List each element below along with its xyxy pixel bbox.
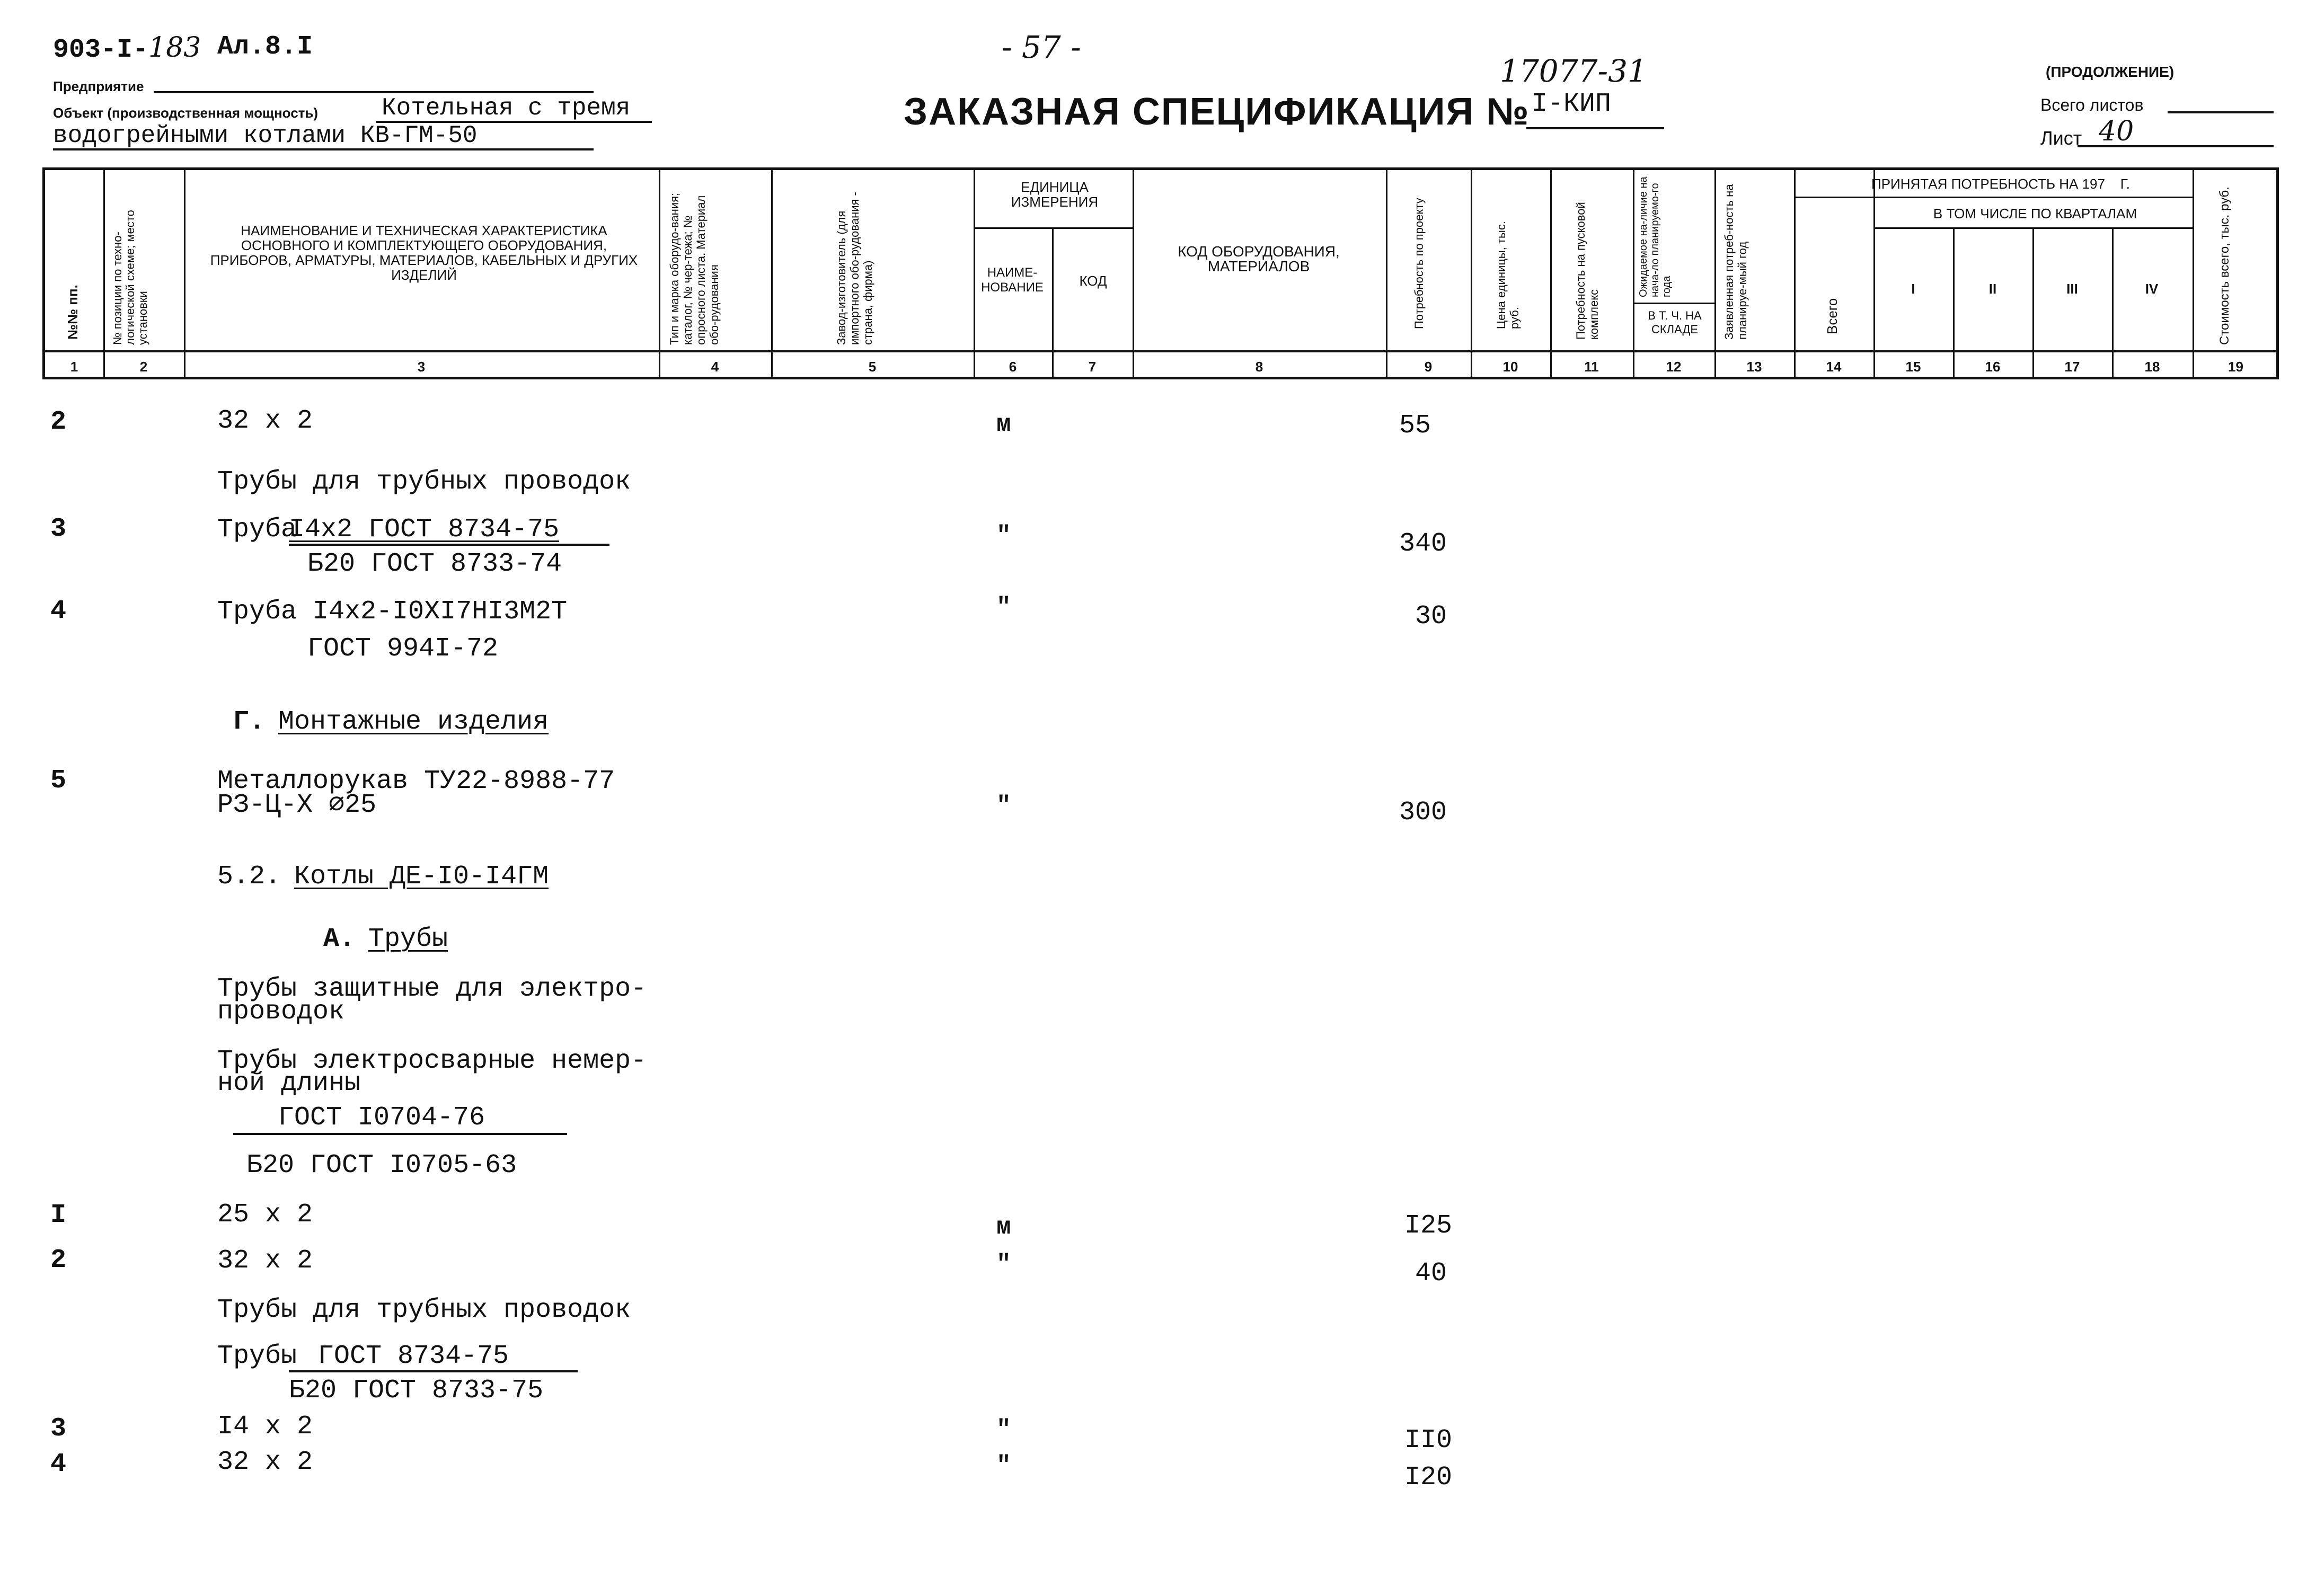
- row-12-unit: ": [996, 1251, 1011, 1278]
- col-5-header-text: Завод-изготовитель (для импортного обо-рудования - страна, фирма): [835, 192, 874, 345]
- colnum-9: 9: [1424, 359, 1433, 375]
- row-5-heading-prefix: Г.: [233, 707, 266, 737]
- row-6-text-a: Металлорукав ТУ22-8988-77: [217, 766, 615, 796]
- col-15-header: I: [1911, 281, 1915, 297]
- row-6-unit: ": [996, 792, 1011, 820]
- colnum-4: 4: [711, 359, 719, 375]
- row-3-text-b: I4x2 ГОСТ 8734-75: [289, 515, 560, 545]
- row-3-pos: 3: [50, 514, 67, 544]
- spec-number-line: [1526, 127, 1664, 129]
- col-4-header-text: Тип и марка оборудо-вания; каталог, № чер-тежа; № опросного листа. Материал обо-рудования: [668, 192, 721, 345]
- row-3-text-c: Б20 ГОСТ 8733-74: [307, 549, 562, 579]
- row-4-text-b: ГОСТ 994I-72: [307, 634, 499, 664]
- row-5-heading: Монтажные изделия: [278, 707, 549, 737]
- col-12-bottom-header: В Т. Ч. НА СКЛАДЕ: [1648, 309, 1702, 336]
- row-1-text: 32 x 2: [217, 406, 313, 436]
- colnum-10: 10: [1502, 359, 1518, 375]
- row-9-text-b: проводок: [217, 997, 345, 1027]
- row-9-text-a: Трубы защитные для электро-: [217, 974, 647, 1004]
- order-number-handwritten: 17077-31: [1500, 53, 1647, 89]
- row-16-text: 32 x 2: [217, 1447, 313, 1477]
- colnum-12: 12: [1666, 359, 1682, 375]
- col-4-header: [668, 175, 721, 345]
- colnum-5: 5: [868, 359, 877, 375]
- colnum-6: 6: [1009, 359, 1017, 375]
- col-19-header: [2218, 186, 2231, 345]
- colnum-17: 17: [2064, 359, 2080, 375]
- row-14-text-c: Б20 ГОСТ 8733-75: [289, 1376, 544, 1406]
- col-18-header: IV: [2145, 281, 2159, 297]
- col-11-header: [1574, 181, 1601, 340]
- row-14-text-b: ГОСТ 8734-75: [318, 1341, 509, 1371]
- row-10-fraction-line: [233, 1133, 567, 1135]
- col-6-header: НАИМЕ-НОВАНИЕ: [981, 265, 1044, 295]
- col-14-header: Всего: [1824, 298, 1840, 334]
- spec-number: I-КИП: [1532, 89, 1612, 119]
- col-3-header: НАИМЕНОВАНИЕ И ТЕХНИЧЕСКАЯ ХАРАКТЕРИСТИКА ОСНОВНОГО И КОМПЛЕКТУЮЩЕГО ОБОРУДОВАНИЯ, ПРИБОРОВ, АРМАТУРЫ, МАТЕРИАЛОВ, КАБЕЛЬНЫХ И ДРУГИХ ИЗДЕЛИЙ: [210, 223, 638, 283]
- row-1-qty: 55: [1399, 411, 1431, 441]
- colnum-8: 8: [1255, 359, 1263, 375]
- enterprise-label: Предприятие: [53, 78, 144, 94]
- col-5-header: [835, 175, 874, 345]
- row-12-pos: 2: [50, 1245, 67, 1275]
- col-6-7-group-header: ЕДИНИЦА ИЗМЕРЕНИЯ: [1011, 179, 1099, 210]
- col-12-top-header-text: Ожидаемое на-личие на нача-ло планируемо-го года: [1638, 176, 1673, 297]
- row-15-text: I4 x 2: [217, 1412, 313, 1442]
- row-1-unit: м: [996, 411, 1011, 438]
- col-7-header: КОД: [1079, 273, 1107, 289]
- colnum-15: 15: [1905, 359, 1921, 375]
- doc-code-handwritten: 183: [148, 32, 201, 64]
- row-4-qty: 30: [1415, 601, 1447, 632]
- colnum-16: 16: [1985, 359, 2001, 375]
- colnum-3: 3: [417, 359, 426, 375]
- row-16-unit: ": [996, 1452, 1011, 1479]
- col-2-header-text: № позиции по техно-логической схеме; место установки: [111, 210, 149, 345]
- col-19-header-text: Стоимость всего, тыс. руб.: [2217, 187, 2232, 345]
- row-3-text-a: Труба: [217, 515, 297, 545]
- row-12-qty: 40: [1415, 1258, 1447, 1289]
- sheet-value: 40: [2099, 116, 2134, 147]
- sheet-label: Лист: [2040, 127, 2082, 149]
- row-3-unit: ": [996, 522, 1011, 549]
- row-4-unit: ": [996, 593, 1011, 621]
- row-8-heading: Трубы: [368, 924, 448, 954]
- row-16-pos: 4: [50, 1449, 67, 1479]
- colnum-1: 1: [70, 359, 78, 375]
- col-9-header-text: Потребность по проекту: [1412, 198, 1426, 329]
- object-value-1: Котельная с тремя: [382, 94, 631, 122]
- col-11-header-text: Потребность на пусковой комплекс: [1574, 202, 1601, 340]
- row-10-text-d: Б20 ГОСТ I0705-63: [246, 1150, 517, 1181]
- col-16-header: II: [1988, 281, 1997, 297]
- row-1-pos: 2: [50, 407, 67, 437]
- accepted-header: ПРИНЯТАЯ ПОТРЕБНОСТЬ НА 197 Г.: [1871, 176, 2130, 192]
- colnum-11: 11: [1584, 359, 1599, 375]
- col-1-header: №№ пп.: [65, 285, 81, 340]
- col-10-header: [1495, 197, 1521, 329]
- row-14-fraction-line: [289, 1370, 578, 1372]
- row-12-text: 32 x 2: [217, 1246, 313, 1276]
- row-11-pos: I: [50, 1200, 67, 1230]
- row-3-qty: 340: [1399, 529, 1447, 559]
- col-8-header: КОД ОБОРУДОВАНИЯ, МАТЕРИАЛОВ: [1178, 243, 1340, 274]
- continuation-label: (ПРОДОЛЖЕНИЕ): [2046, 64, 2174, 80]
- spec-table-header: [42, 167, 2279, 379]
- row-7-section-number: 5.2.: [217, 862, 281, 892]
- row-6-qty: 300: [1399, 797, 1447, 828]
- row-4-pos: 4: [50, 596, 67, 626]
- row-8-letter: А.: [323, 924, 356, 954]
- enterprise-line: [154, 91, 594, 93]
- row-6-pos: 5: [50, 766, 67, 796]
- row-10-text-c: ГОСТ I0704-76: [278, 1103, 485, 1133]
- row-11-unit: м: [996, 1213, 1011, 1241]
- colnum-19: 19: [2228, 359, 2243, 375]
- row-6-text-b: РЗ-Ц-Х ∅25: [217, 790, 377, 820]
- page-number: - 57 -: [1002, 29, 1081, 65]
- doc-code: [53, 32, 201, 65]
- col-13-header-text: Заявленная потреб-ность на планируе-мый год: [1722, 184, 1749, 340]
- total-sheets-line: [2168, 111, 2274, 113]
- row-15-qty: II0: [1404, 1425, 1453, 1456]
- total-sheets-label: Всего листов: [2040, 95, 2144, 114]
- colnum-18: 18: [2144, 359, 2160, 375]
- col-10-header-text: Цена единицы, тыс. руб.: [1495, 221, 1521, 329]
- col-12-top-header: [1638, 173, 1673, 297]
- object-label: Объект (производственная мощность): [53, 105, 319, 121]
- row-11-text: 25 x 2: [217, 1200, 313, 1230]
- page-title: ЗАКАЗНАЯ СПЕЦИФИКАЦИЯ №: [904, 91, 1530, 133]
- colnum-7: 7: [1088, 359, 1097, 375]
- colnum-2: 2: [139, 359, 148, 375]
- row-13-heading: Трубы для трубных проводок: [217, 1295, 631, 1325]
- row-16-qty: I20: [1404, 1462, 1453, 1493]
- row-10-text-b: ной длины: [217, 1068, 361, 1098]
- doc-code-printed: 903-I-: [53, 35, 149, 65]
- col-13-header: [1722, 181, 1749, 340]
- quarters-header: В ТОМ ЧИСЛЕ ПО КВАРТАЛАМ: [1933, 206, 2137, 221]
- col-2-header: [111, 175, 149, 345]
- object-line-2: [53, 148, 594, 150]
- row-2-heading: Трубы для трубных проводок: [217, 467, 631, 497]
- row-15-pos: 3: [50, 1414, 67, 1444]
- row-15-unit: ": [996, 1416, 1011, 1443]
- col-9-header: [1412, 197, 1426, 329]
- col-17-header: III: [2066, 281, 2078, 297]
- row-4-text-a: Труба I4x2-I0XI7HI3M2T: [217, 597, 568, 627]
- object-value-2: водогрейными котлами КВ-ГМ-50: [53, 122, 478, 149]
- row-10-text-a: Трубы электросварные немер-: [217, 1046, 647, 1076]
- row-3-fraction-line: [289, 544, 609, 546]
- row-11-qty: I25: [1404, 1211, 1453, 1241]
- album-label: Ал.8.I: [217, 32, 313, 62]
- row-7-section-title: Котлы ДЕ-I0-I4ГМ: [294, 862, 549, 892]
- sheet-line: [2078, 145, 2274, 147]
- colnum-14: 14: [1826, 359, 1842, 375]
- row-14-text-a: Трубы: [217, 1341, 297, 1371]
- colnum-13: 13: [1746, 359, 1762, 375]
